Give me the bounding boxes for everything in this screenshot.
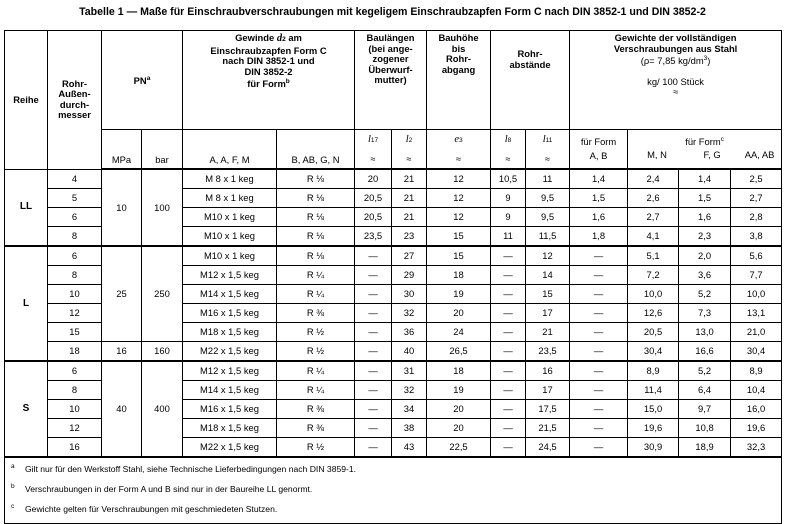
- cell-weight-fg: 10,8: [679, 419, 731, 438]
- table-title: Tabelle 1 — Maße für Einschraubverschraubungen mit kegeligem Einschraubzapfen Form C nach DIN 3852-1 und DIN 3852-2: [79, 6, 706, 18]
- header-reihe: Reihe: [5, 31, 48, 170]
- cell-weight-ab: —: [570, 323, 628, 342]
- cell-weight-ab: 1,4: [570, 169, 628, 189]
- cell-l2: 31: [392, 361, 427, 381]
- cell-weight-aaab: 10,0: [731, 285, 782, 304]
- cell-gewinde-1: M10 x 1 keg: [183, 208, 277, 227]
- cell-weight-fg: 16,6: [679, 342, 731, 362]
- cell-e3: 24: [427, 323, 491, 342]
- cell-d: 18: [48, 342, 102, 362]
- cell-weight-mn: 30,4: [628, 342, 679, 362]
- cell-gewinde-2: R ½: [277, 323, 355, 342]
- footnote-a: $^a$ Gilt nur für den Werkstoff Stahl, siehe Technische Lieferbedingungen nach DIN 3859-1.: [11, 463, 357, 474]
- cell-gewinde-2: R ⅛: [277, 189, 355, 208]
- cell-gewinde-1: M22 x 1,5 keg: [183, 342, 277, 362]
- cell-weight-ab: 1,8: [570, 227, 628, 247]
- cell-d: 15: [48, 323, 102, 342]
- cell-e3: 12: [427, 169, 491, 189]
- cell-e3: 15: [427, 246, 491, 266]
- cell-d: 10: [48, 400, 102, 419]
- header-l8: l8 ≈: [491, 130, 526, 170]
- cell-l8: 9: [491, 189, 526, 208]
- cell-l2: 29: [392, 266, 427, 285]
- header-form-aafm: A, A, F, M: [183, 130, 277, 170]
- cell-bar: 250: [142, 246, 183, 342]
- cell-weight-aaab: 13,1: [731, 304, 782, 323]
- cell-l8: —: [491, 304, 526, 323]
- cell-l2: 23: [392, 227, 427, 247]
- header-form-babgn: B, AB, G, N: [277, 130, 355, 170]
- header-mn: M, N: [647, 149, 667, 160]
- cell-weight-fg: 2,3: [679, 227, 731, 247]
- cell-l8: —: [491, 438, 526, 458]
- cell-e3: 20: [427, 304, 491, 323]
- cell-l11: 15: [526, 285, 570, 304]
- header-fg: F, G: [703, 149, 721, 160]
- cell-l11: 11: [526, 169, 570, 189]
- cell-e3: 19: [427, 381, 491, 400]
- cell-weight-aaab: 32,3: [731, 438, 782, 458]
- cell-weight-mn: 2,7: [628, 208, 679, 227]
- cell-mpa: 10: [102, 169, 142, 246]
- cell-weight-fg: 7,3: [679, 304, 731, 323]
- cell-l8: —: [491, 361, 526, 381]
- cell-gewinde-2: R ⅜: [277, 400, 355, 419]
- cell-d: 6: [48, 361, 102, 381]
- cell-weight-ab: —: [570, 400, 628, 419]
- cell-weight-fg: 1,4: [679, 169, 731, 189]
- cell-weight-fg: 6,4: [679, 381, 731, 400]
- cell-l17: —: [355, 323, 392, 342]
- cell-gewinde-1: M10 x 1 keg: [183, 227, 277, 247]
- cell-weight-fg: 3,6: [679, 266, 731, 285]
- header-aaab: AA, AB: [744, 149, 775, 160]
- cell-d: 16: [48, 438, 102, 458]
- cell-e3: 22,5: [427, 438, 491, 458]
- footnotes: [5, 457, 782, 523]
- cell-l11: 23,5: [526, 342, 570, 362]
- header-gewinde: Gewinde d2 am Einschraubzapfen Form C nach DIN 3852-1 und DIN 3852-2 für Form$^b$: [183, 31, 355, 130]
- cell-l2: 27: [392, 246, 427, 266]
- cell-l17: —: [355, 342, 392, 362]
- table-row: [5, 342, 782, 362]
- cell-l2: 38: [392, 419, 427, 438]
- cell-d: 10: [48, 285, 102, 304]
- cell-e3: 12: [427, 208, 491, 227]
- cell-weight-fg: 1,6: [679, 208, 731, 227]
- cell-gewinde-2: R ⅛: [277, 227, 355, 247]
- cell-weight-aaab: 2,5: [731, 169, 782, 189]
- cell-l8: —: [491, 323, 526, 342]
- cell-l2: 30: [392, 285, 427, 304]
- cell-weight-aaab: 19,6: [731, 419, 782, 438]
- cell-weight-aaab: 2,8: [731, 208, 782, 227]
- cell-d: 4: [48, 169, 102, 189]
- header-mpa: MPa: [102, 130, 142, 170]
- header-rohrabstaende: Rohr- abstände: [491, 31, 570, 130]
- cell-l2: 21: [392, 189, 427, 208]
- cell-e3: 12: [427, 189, 491, 208]
- cell-weight-aaab: 7,7: [731, 266, 782, 285]
- cell-weight-ab: —: [570, 246, 628, 266]
- cell-e3: 26,5: [427, 342, 491, 362]
- cell-weight-mn: 10,0: [628, 285, 679, 304]
- cell-gewinde-2: R ¼: [277, 381, 355, 400]
- cell-weight-fg: 2,0: [679, 246, 731, 266]
- cell-l11: 11,5: [526, 227, 570, 247]
- cell-l17: 20: [355, 169, 392, 189]
- dimension-table: [4, 30, 782, 524]
- cell-mpa: 40: [102, 361, 142, 457]
- cell-d: 8: [48, 227, 102, 247]
- cell-weight-ab: —: [570, 266, 628, 285]
- cell-l17: 20,5: [355, 189, 392, 208]
- cell-gewinde-2: R ⅜: [277, 304, 355, 323]
- cell-l17: 23,5: [355, 227, 392, 247]
- cell-mpa: 25: [102, 246, 142, 342]
- header-form-ab: für Form A, B: [570, 130, 628, 170]
- cell-weight-aaab: 8,9: [731, 361, 782, 381]
- cell-gewinde-2: R ½: [277, 342, 355, 362]
- cell-e3: 15: [427, 227, 491, 247]
- cell-weight-aaab: 21,0: [731, 323, 782, 342]
- cell-l17: —: [355, 400, 392, 419]
- cell-l2: 40: [392, 342, 427, 362]
- cell-gewinde-1: M14 x 1,5 keg: [183, 285, 277, 304]
- cell-weight-mn: 5,1: [628, 246, 679, 266]
- cell-l11: 17,5: [526, 400, 570, 419]
- cell-gewinde-1: M18 x 1,5 keg: [183, 419, 277, 438]
- cell-weight-fg: 1,5: [679, 189, 731, 208]
- cell-l11: 24,5: [526, 438, 570, 458]
- header-bar: bar: [142, 130, 183, 170]
- cell-e3: 18: [427, 361, 491, 381]
- footnote-b: $^b$ Verschraubungen in der Form A und B sind nur in der Baureihe LL genormt.: [11, 482, 313, 494]
- cell-l17: —: [355, 285, 392, 304]
- cell-l2: 34: [392, 400, 427, 419]
- cell-weight-ab: —: [570, 285, 628, 304]
- header-e3: e3 ≈: [427, 130, 491, 170]
- cell-weight-aaab: 30,4: [731, 342, 782, 362]
- cell-weight-mn: 7,2: [628, 266, 679, 285]
- cell-l8: 9: [491, 208, 526, 227]
- cell-l17: —: [355, 246, 392, 266]
- cell-d: 6: [48, 208, 102, 227]
- cell-gewinde-2: R ⅜: [277, 419, 355, 438]
- reihe-cell: S: [5, 361, 48, 457]
- cell-l8: —: [491, 285, 526, 304]
- cell-l11: 17: [526, 304, 570, 323]
- cell-weight-mn: 4,1: [628, 227, 679, 247]
- cell-d: 8: [48, 266, 102, 285]
- table-row: [5, 246, 782, 266]
- cell-e3: 18: [427, 266, 491, 285]
- cell-l11: 14: [526, 266, 570, 285]
- cell-gewinde-2: R ¼: [277, 285, 355, 304]
- cell-weight-fg: 13,0: [679, 323, 731, 342]
- header-rohr-aussendurchmesser: Rohr- Außen- durch- messer: [48, 31, 102, 170]
- cell-l17: —: [355, 266, 392, 285]
- cell-e3: 20: [427, 400, 491, 419]
- cell-weight-ab: —: [570, 438, 628, 458]
- cell-gewinde-1: M18 x 1,5 keg: [183, 323, 277, 342]
- cell-weight-mn: 11,4: [628, 381, 679, 400]
- cell-gewinde-1: M 8 x 1 keg: [183, 189, 277, 208]
- cell-weight-fg: 5,2: [679, 285, 731, 304]
- cell-e3: 19: [427, 285, 491, 304]
- header-l2: l2 ≈: [392, 130, 427, 170]
- header-pn: $PN^a$: [102, 31, 183, 130]
- cell-gewinde-1: M12 x 1,5 keg: [183, 361, 277, 381]
- cell-l11: 16: [526, 361, 570, 381]
- cell-gewinde-2: R ½: [277, 438, 355, 458]
- cell-bar: 100: [142, 169, 183, 246]
- cell-gewinde-1: M22 x 1,5 keg: [183, 438, 277, 458]
- cell-l17: —: [355, 438, 392, 458]
- cell-l8: —: [491, 400, 526, 419]
- cell-l8: —: [491, 246, 526, 266]
- footnote-c: $^c$ Gewichte gelten für Verschraubungen mit geschmiedeten Stutzen.: [11, 502, 278, 514]
- cell-l17: —: [355, 419, 392, 438]
- cell-gewinde-1: M16 x 1,5 keg: [183, 400, 277, 419]
- cell-l11: 9,5: [526, 208, 570, 227]
- cell-weight-fg: 9,7: [679, 400, 731, 419]
- cell-gewinde-2: R ⅛: [277, 246, 355, 266]
- cell-gewinde-1: M14 x 1,5 keg: [183, 381, 277, 400]
- cell-l8: —: [491, 381, 526, 400]
- cell-e3: 20: [427, 419, 491, 438]
- cell-weight-ab: 1,5: [570, 189, 628, 208]
- cell-weight-aaab: 5,6: [731, 246, 782, 266]
- cell-weight-mn: 12,6: [628, 304, 679, 323]
- cell-bar: 400: [142, 361, 183, 457]
- cell-weight-mn: 2,4: [628, 169, 679, 189]
- cell-weight-mn: 19,6: [628, 419, 679, 438]
- cell-d: 12: [48, 304, 102, 323]
- table-row: [5, 169, 782, 189]
- cell-weight-ab: —: [570, 304, 628, 323]
- cell-l17: 20,5: [355, 208, 392, 227]
- cell-l2: 32: [392, 381, 427, 400]
- cell-d: 8: [48, 381, 102, 400]
- cell-gewinde-2: R ⅛: [277, 208, 355, 227]
- cell-gewinde-2: R ¼: [277, 266, 355, 285]
- cell-weight-aaab: 2,7: [731, 189, 782, 208]
- cell-l8: 11: [491, 227, 526, 247]
- cell-l11: 12: [526, 246, 570, 266]
- cell-weight-mn: 8,9: [628, 361, 679, 381]
- cell-weight-ab: —: [570, 419, 628, 438]
- cell-weight-mn: 2,6: [628, 189, 679, 208]
- cell-l2: 43: [392, 438, 427, 458]
- cell-weight-ab: —: [570, 381, 628, 400]
- header-baulaengen: Baulängen (bei ange- zogener Überwurf- mutter): [355, 31, 427, 130]
- cell-l8: 10,5: [491, 169, 526, 189]
- cell-gewinde-1: M 8 x 1 keg: [183, 169, 277, 189]
- header-form-c: für Form$^c$ M, N F, G AA, AB: [628, 130, 782, 170]
- cell-l2: 21: [392, 169, 427, 189]
- cell-d: 12: [48, 419, 102, 438]
- cell-l8: —: [491, 342, 526, 362]
- cell-weight-ab: —: [570, 342, 628, 362]
- cell-l11: 21,5: [526, 419, 570, 438]
- cell-weight-mn: 15,0: [628, 400, 679, 419]
- cell-l2: 21: [392, 208, 427, 227]
- cell-d: 6: [48, 246, 102, 266]
- header-l11: l11 ≈: [526, 130, 570, 170]
- cell-bar: 160: [142, 342, 183, 362]
- reihe-cell: L: [5, 246, 48, 361]
- cell-l8: —: [491, 419, 526, 438]
- cell-l11: 17: [526, 381, 570, 400]
- table-row: [5, 361, 782, 381]
- cell-weight-ab: 1,6: [570, 208, 628, 227]
- header-gewichte: Gewichte der vollständigen Verschraubungen aus Stahl (ρ= 7,85 $kg/dm^3$) kg/ 100 Stück ≈: [570, 31, 782, 130]
- header-l17: l17 ≈: [355, 130, 392, 170]
- cell-weight-ab: —: [570, 361, 628, 381]
- cell-l11: 9,5: [526, 189, 570, 208]
- cell-l17: —: [355, 361, 392, 381]
- cell-weight-aaab: 3,8: [731, 227, 782, 247]
- header-bauhoehe: Bauhöhe bis Rohr- abgang: [427, 31, 491, 130]
- cell-gewinde-2: R ⅛: [277, 169, 355, 189]
- cell-l17: —: [355, 304, 392, 323]
- cell-l8: —: [491, 266, 526, 285]
- cell-d: 5: [48, 189, 102, 208]
- cell-gewinde-1: M10 x 1 keg: [183, 246, 277, 266]
- cell-weight-aaab: 10,4: [731, 381, 782, 400]
- cell-l2: 36: [392, 323, 427, 342]
- cell-weight-fg: 18,9: [679, 438, 731, 458]
- cell-l17: —: [355, 381, 392, 400]
- cell-weight-mn: 30,9: [628, 438, 679, 458]
- cell-weight-mn: 20,5: [628, 323, 679, 342]
- cell-weight-aaab: 16,0: [731, 400, 782, 419]
- cell-gewinde-2: R ¼: [277, 361, 355, 381]
- cell-gewinde-1: M16 x 1,5 keg: [183, 304, 277, 323]
- reihe-cell: LL: [5, 169, 48, 246]
- cell-l2: 32: [392, 304, 427, 323]
- cell-l11: 21: [526, 323, 570, 342]
- cell-mpa: 16: [102, 342, 142, 362]
- cell-gewinde-1: M12 x 1,5 keg: [183, 266, 277, 285]
- cell-weight-fg: 5,2: [679, 361, 731, 381]
